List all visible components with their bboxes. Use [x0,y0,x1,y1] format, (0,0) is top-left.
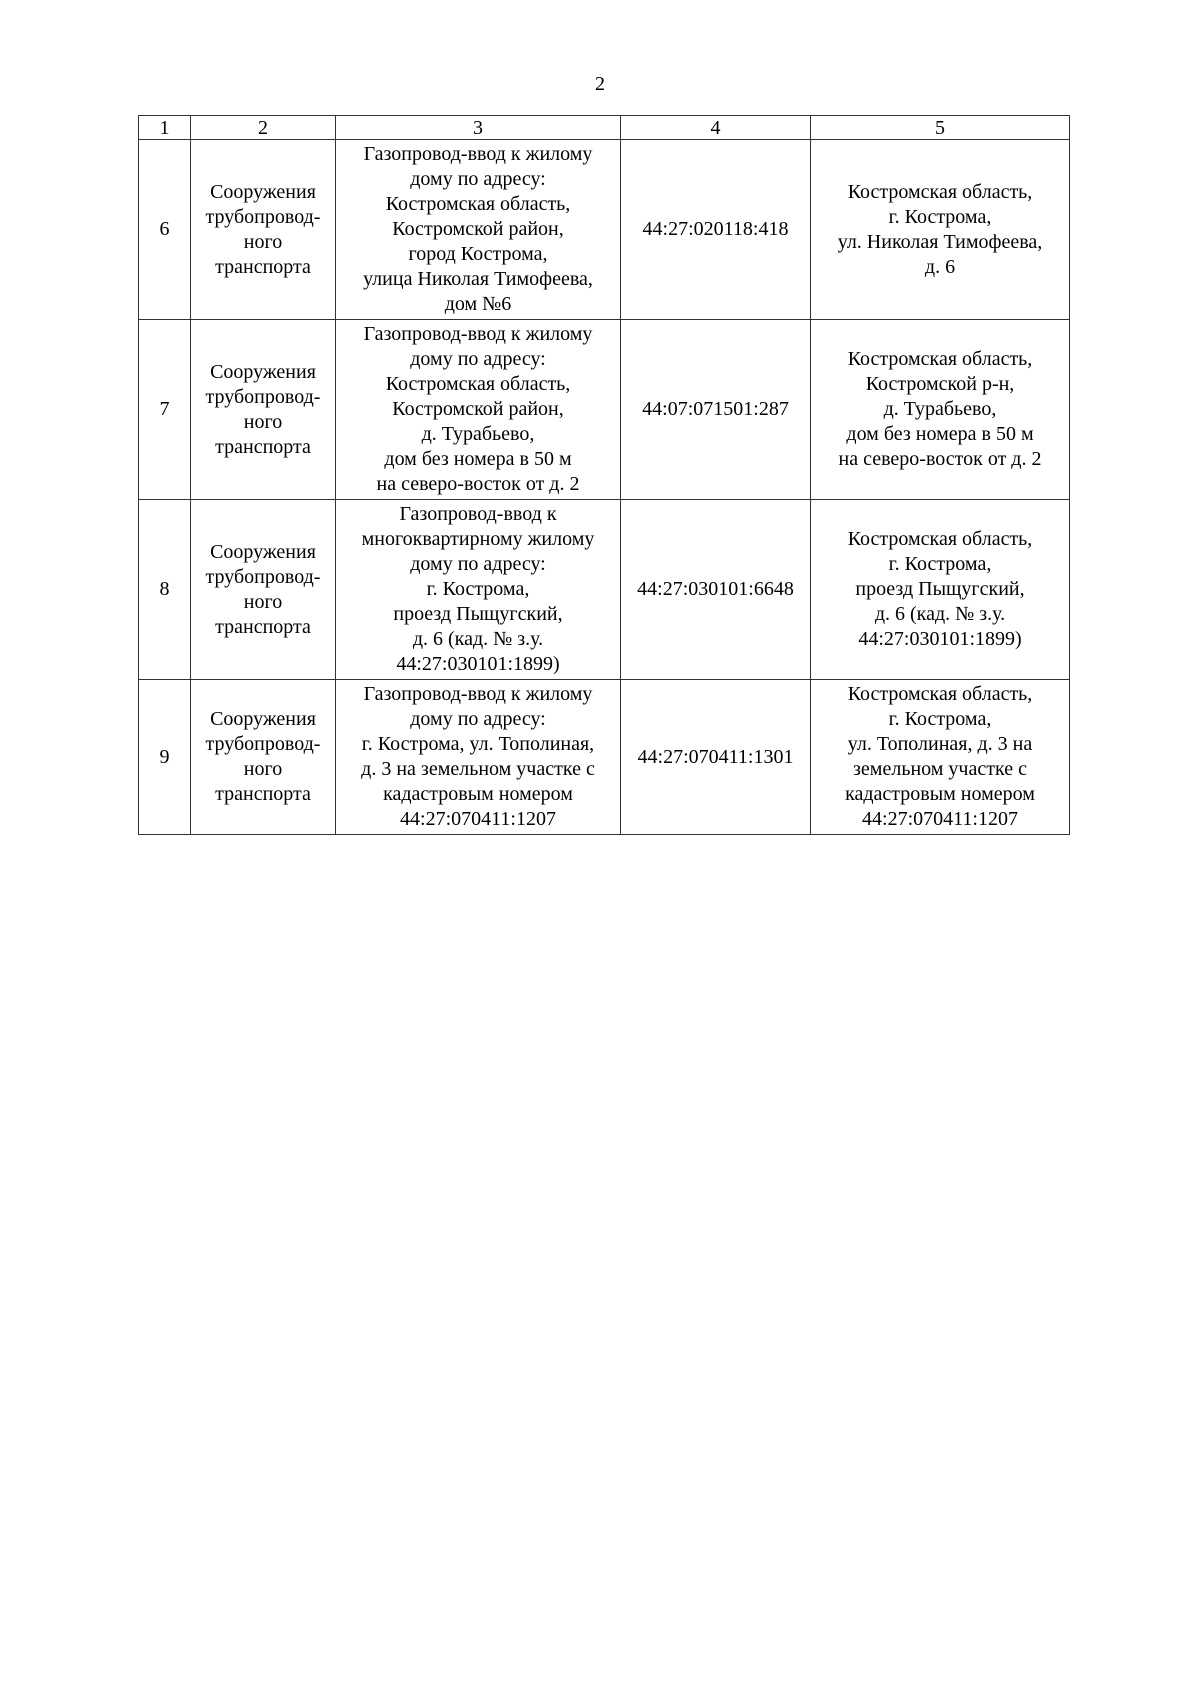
cell-text-line: дом №6 [444,293,512,315]
cell-text-line: д. 6 [924,255,956,278]
cell-text-line: д. Турабьево, [421,423,535,445]
cell-text-line: проезд Пыщугский, [393,603,563,625]
header-cell-5: 5 [811,116,1070,140]
row-number-cell: 6 [139,140,191,320]
header-row [139,116,1070,140]
object-name-cell [336,320,621,500]
cell-text-line: трубопровод- [205,565,321,588]
cell-text-line: Костромская область, [385,373,571,395]
cell-text-line: кадастровым номером [383,783,573,805]
table-row [139,500,1070,680]
registry-table [138,115,1070,835]
cell-text-line: 44:27:070411:1207 [862,808,1018,830]
cell-text-line: улица Николая Тимофеева, [363,268,593,290]
cell-text-line: ного [243,410,283,433]
cell-text-line: проезд Пыщугский, [855,578,1025,600]
cell-text-line: г. Кострома, [888,205,992,228]
cell-text-line: г. Кострома, ул. Тополиная, [361,733,595,755]
cell-text-line: трубопровод- [205,385,321,408]
table-row [139,680,1070,835]
cell-text-line: дом без номера в 50 м [384,448,572,470]
cell-text-line: д. 6 (кад. № з.у. [874,603,1006,625]
table-body [139,140,1070,835]
cell-text-line: Сооружения [210,360,316,383]
page-number: 2 [595,73,605,95]
cell-text-line: Костромская область, [847,348,1033,370]
address-cell [811,500,1070,680]
cell-text-line: дому по адресу: [410,553,546,575]
header-cell-4: 4 [621,116,811,140]
cell-text-line: ного [243,590,283,613]
cell-text-line: д. 6 (кад. № з.у. [412,628,544,650]
header-cell-1: 1 [139,116,191,140]
cell-text-line: транспорта [215,255,311,278]
cell-text-line: 44:27:030101:1899) [396,653,560,675]
cell-text-line: транспорта [215,615,311,638]
address-cell [811,320,1070,500]
cell-text-line: Костромской р-н, [865,373,1015,395]
cell-text-line: ул. Тополиная, д. 3 на [847,733,1033,755]
cell-text-line: д. Турабьево, [883,398,997,420]
cell-text-line: Газопровод-ввод к [399,503,557,525]
cell-text-line: транспорта [215,783,311,805]
cell-text-line: ул. Николая Тимофеева, [837,230,1043,253]
cell-text-line: кадастровым номером [845,783,1035,805]
cell-text-line: Газопровод-ввод к жилому [363,683,593,705]
cell-text-line: Сооружения [210,708,316,730]
cell-text-line: Газопровод-ввод к жилому [363,143,593,165]
cell-text-line: многоквартирному жилому [361,528,595,550]
object-name-cell [336,140,621,320]
cell-text-line: Газопровод-ввод к жилому [363,323,593,345]
cell-text-line: на северо-восток от д. 2 [376,473,580,495]
cell-text-line: дом без номера в 50 м [846,423,1034,445]
object-name-cell [336,500,621,680]
cell-text-line: Костромская область, [385,193,571,215]
header-cell-2: 2 [191,116,336,140]
row-number-cell: 8 [139,500,191,680]
address-cell [811,680,1070,835]
cadastral-number-cell: 44:07:071501:287 [621,320,811,500]
cell-text-line: дому по адресу: [410,168,546,190]
cell-text-line: д. 3 на земельном участке с [361,758,595,780]
table-row [139,140,1070,320]
cell-text-line: Костромской район, [392,398,564,420]
object-type-cell [191,680,336,835]
cell-text-line: ного [243,758,283,780]
object-name-cell [336,680,621,835]
cell-text-line: Сооружения [210,180,316,203]
cell-text-line: 44:27:070411:1207 [400,808,556,830]
object-type-cell [191,500,336,680]
header-cell-3: 3 [336,116,621,140]
cell-text-line: 44:27:030101:1899) [858,628,1022,650]
cell-text-line: ного [243,230,283,253]
address-cell [811,140,1070,320]
cell-text-line: Костромской район, [392,218,564,240]
cell-text-line: трубопровод- [205,205,321,228]
table-row [139,320,1070,500]
cell-text-line: трубопровод- [205,733,321,755]
cell-text-line: дому по адресу: [410,348,546,370]
cell-text-line: дому по адресу: [410,708,546,730]
row-number-cell: 9 [139,680,191,835]
cell-text-line: г. Кострома, [888,708,992,730]
object-type-cell [191,320,336,500]
cell-text-line: Костромская область, [847,528,1033,550]
cell-text-line: транспорта [215,435,311,458]
cell-text-line: г. Кострома, [888,553,992,575]
row-number-cell: 7 [139,320,191,500]
cell-text-line: на северо-восток от д. 2 [838,448,1042,470]
cadastral-number-cell: 44:27:030101:6648 [621,500,811,680]
cadastral-number-cell: 44:27:020118:418 [621,140,811,320]
object-type-cell [191,140,336,320]
cell-text-line: г. Кострома, [426,578,530,600]
cell-text-line: Костромская область, [847,683,1033,705]
cell-text-line: земельном участке с [853,758,1027,780]
cadastral-number-cell: 44:27:070411:1301 [621,680,811,835]
cell-text-line: город Кострома, [408,243,548,265]
cell-text-line: Сооружения [210,540,316,563]
cell-text-line: Костромская область, [847,180,1033,203]
